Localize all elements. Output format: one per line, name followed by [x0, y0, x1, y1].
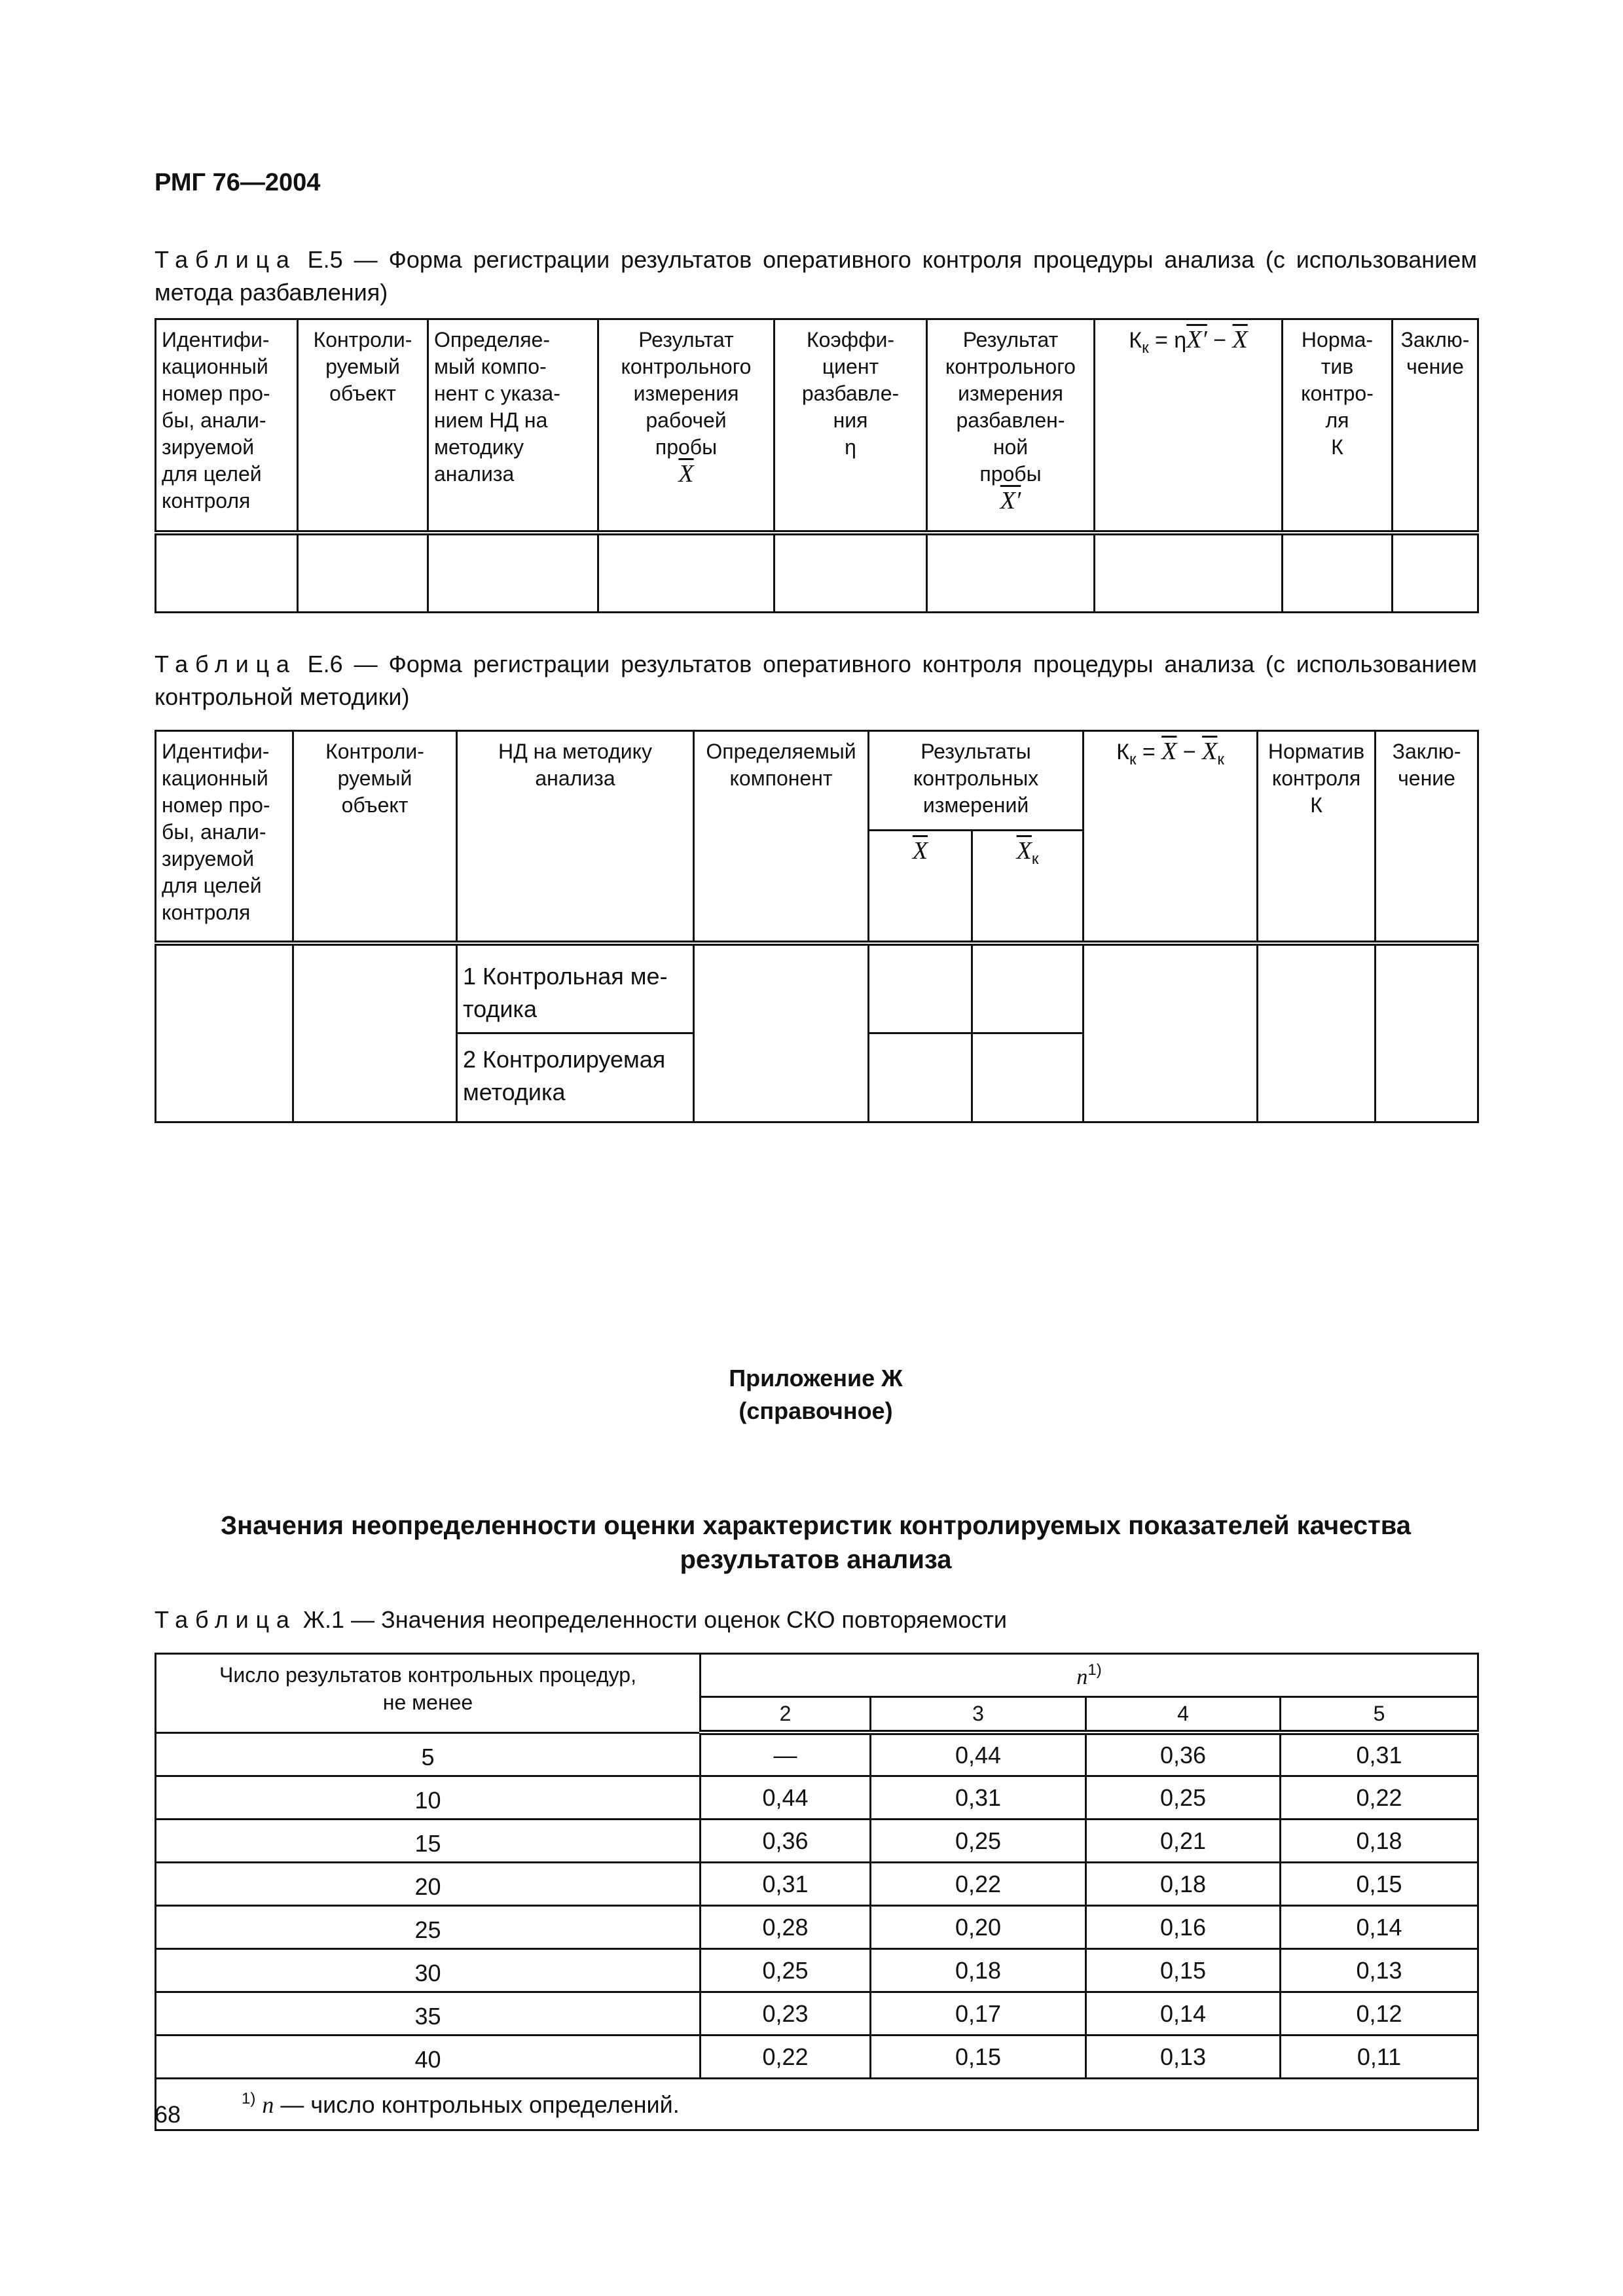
table-row	[156, 1992, 1478, 2035]
e6-x-symbol: $\overline{X}$	[912, 837, 928, 865]
zh1-cell-count: 10	[156, 1776, 701, 1819]
zh1-cell: 0,31	[701, 1862, 871, 1905]
e6-formula-eq: =	[1136, 740, 1162, 764]
table-row	[156, 1732, 1478, 1776]
e5-empty-cell	[1283, 533, 1393, 613]
e6-formula-x2-sub: к	[1217, 751, 1224, 768]
zh1-cell: 0,15	[1281, 1862, 1478, 1905]
zh1-cell: 0,22	[871, 1862, 1086, 1905]
zh1-cell: 0,44	[701, 1776, 871, 1819]
e6-empty-cell	[972, 1033, 1084, 1122]
e5-diluted-result-symbol: X′	[1000, 487, 1021, 514]
e6-row-controlled-method: 2 Контролируемая методика	[457, 1033, 694, 1122]
e5-header-work-result	[598, 319, 775, 533]
zh1-cell: 0,16	[1086, 1905, 1281, 1948]
zh1-cell: 0,13	[1281, 1948, 1478, 1992]
e5-formula-k-sub: к	[1142, 339, 1149, 357]
zh1-cell: 0,28	[701, 1905, 871, 1948]
zh1-cell: 0,36	[701, 1819, 871, 1862]
e5-formula-eq: = η	[1148, 328, 1187, 353]
zh1-cell: 0,36	[1086, 1732, 1281, 1776]
e6-formula-minus: −	[1176, 740, 1203, 764]
e6-empty-cell	[1376, 943, 1478, 1122]
caption-word: Таблица	[155, 1606, 297, 1633]
zh1-cell: 0,18	[1086, 1862, 1281, 1905]
e5-empty-cell	[156, 533, 298, 613]
table-row	[156, 2035, 1478, 2078]
zh1-n-sup: 1)	[1087, 1660, 1102, 1679]
e5-empty-cell	[428, 533, 598, 613]
e5-empty-cell	[1393, 533, 1478, 613]
appendix-title: Приложение Ж	[729, 1365, 903, 1391]
e5-formula-minus: −	[1207, 328, 1233, 353]
zh1-cell: 0,23	[701, 1992, 871, 2035]
e6-empty-cell	[694, 943, 869, 1122]
zh1-cell-count: 30	[156, 1948, 701, 1992]
e6-header-component: Определяемый компонент	[694, 731, 869, 943]
e6-empty-cell	[293, 943, 457, 1122]
zh1-cell: 0,12	[1281, 1992, 1478, 2035]
e5-header-object: Контроли- руемый объект	[298, 319, 428, 533]
zh1-cell: 0,14	[1086, 1992, 1281, 2035]
e6-formula-k-sub: к	[1129, 751, 1137, 768]
caption-text: Е.5 — Форма регистрации результатов оперативного контроля процедуры анализа (с использованием метода разбавления)	[155, 246, 1477, 306]
e6-header-object: Контроли- руемый объект	[293, 731, 457, 943]
e6-empty-cell	[1084, 943, 1258, 1122]
zh1-n-symbol: n	[1076, 1664, 1088, 1689]
caption-word: Таблица	[155, 246, 297, 273]
zh1-cell-count: 40	[156, 2035, 701, 2078]
page-number: 68	[155, 2101, 181, 2128]
zh1-cell: 0,13	[1086, 2035, 1281, 2078]
footnote-text: — число контрольных определений.	[274, 2090, 680, 2118]
e6-empty-cell	[869, 1033, 972, 1122]
zh1-cell: 0,17	[871, 1992, 1086, 2035]
e5-header-norm: Норма- тив контро- ля К	[1283, 319, 1393, 533]
e5-header-id: Идентифи- кационный номер про- бы, анали- зируемой для целей контроля	[156, 319, 298, 533]
zh1-cell-count: 20	[156, 1862, 701, 1905]
table-e5	[155, 318, 1479, 613]
table-row	[156, 1862, 1478, 1905]
e5-formula-x2: $\overline{X}$	[1232, 326, 1248, 353]
e6-header-formula	[1084, 731, 1258, 943]
e5-empty-cell	[1095, 533, 1283, 613]
table-row	[156, 1948, 1478, 1992]
e6-formula-x1: $\overline{X}$	[1161, 738, 1177, 765]
footnote-mark: 1)	[242, 2089, 256, 2108]
zh1-cell: 0,44	[871, 1732, 1086, 1776]
zh1-cell: 0,14	[1281, 1905, 1478, 1948]
zh1-cell: 0,22	[701, 2035, 871, 2078]
e5-header-dilution-coef: Коэффи- циент разбавле- ния η	[775, 319, 927, 533]
table-zh1	[155, 1653, 1479, 2131]
zh1-header-n	[701, 1654, 1478, 1697]
e6-header-results: Результаты контрольных измерений	[869, 731, 1084, 831]
zh1-cell: 0,11	[1281, 2035, 1478, 2078]
zh1-header-n-value: 5	[1281, 1697, 1478, 1733]
zh1-cell-count: 35	[156, 1992, 701, 2035]
e6-formula	[1116, 738, 1224, 768]
zh1-cell: 0,25	[1086, 1776, 1281, 1819]
zh1-cell: 0,31	[1281, 1732, 1478, 1776]
zh1-cell: —	[701, 1732, 871, 1776]
zh1-cell: 0,31	[871, 1776, 1086, 1819]
e5-work-result-label: Результат контрольного измерения рабочей пробы	[621, 328, 752, 459]
e6-empty-cell	[869, 943, 972, 1033]
document-code: РМГ 76—2004	[155, 169, 321, 196]
e5-empty-cell	[927, 533, 1095, 613]
e6-xk-symbol: $\overline{X}$	[1016, 837, 1032, 865]
zh1-cell-count: 15	[156, 1819, 701, 1862]
e5-header-diluted-result	[927, 319, 1095, 533]
e5-formula-x1: X′	[1186, 326, 1207, 353]
zh1-header-n-value: 3	[871, 1697, 1086, 1733]
zh1-cell: 0,18	[1281, 1819, 1478, 1862]
zh1-header-n-value: 4	[1086, 1697, 1281, 1733]
table-zh1-caption	[155, 1604, 1477, 1636]
zh1-header-count: Число результатов контрольных процедур, не менее	[156, 1654, 701, 1733]
e6-empty-cell	[972, 943, 1084, 1033]
table-row	[156, 1776, 1478, 1819]
e6-header-conclusion: Заклю- чение	[1376, 731, 1478, 943]
e6-row-control-method: 1 Контрольная ме- тодика	[457, 943, 694, 1033]
e6-header-id: Идентифи- кационный номер про- бы, анали- зируемой для целей контроля	[156, 731, 293, 943]
e5-header-formula	[1095, 319, 1283, 533]
e5-empty-cell	[775, 533, 927, 613]
e6-formula-x2: $\overline{X}$	[1202, 738, 1218, 765]
zh1-cell-count: 25	[156, 1905, 701, 1948]
e6-header-x	[869, 831, 972, 943]
table-row	[156, 533, 1478, 613]
zh1-cell: 0,25	[871, 1819, 1086, 1862]
caption-text: Е.6 — Форма регистрации результатов оперативного контроля процедуры анализа (с использованием контрольной методики)	[155, 651, 1477, 710]
caption-text: Ж.1 — Значения неопределенности оценок СКО повторяемости	[302, 1606, 1008, 1633]
zh1-cell-count: 5	[156, 1732, 701, 1776]
zh1-header-n-value: 2	[701, 1697, 871, 1733]
zh1-cell: 0,15	[871, 2035, 1086, 2078]
e5-header-conclusion: Заклю- чение	[1393, 319, 1478, 533]
e5-empty-cell	[598, 533, 775, 613]
e5-empty-cell	[298, 533, 428, 613]
e6-empty-cell	[156, 943, 293, 1122]
zh1-cell: 0,15	[1086, 1948, 1281, 1992]
caption-word: Таблица	[155, 651, 297, 677]
zh1-cell: 0,25	[701, 1948, 871, 1992]
table-row	[156, 1905, 1478, 1948]
zh1-cell: 0,20	[871, 1905, 1086, 1948]
e6-header-xk	[972, 831, 1084, 943]
e6-header-norm: Норматив контроля К	[1258, 731, 1376, 943]
zh1-cell: 0,18	[871, 1948, 1086, 1992]
table-e6	[155, 730, 1479, 1123]
table-e6-caption	[155, 648, 1477, 713]
e6-formula-k: К	[1116, 740, 1129, 764]
table-e5-caption	[155, 243, 1477, 309]
appendix-subtitle: (справочное)	[739, 1397, 893, 1424]
e6-header-method-doc: НД на методику анализа	[457, 731, 694, 943]
table-row	[156, 1819, 1478, 1862]
e5-formula	[1129, 326, 1248, 357]
e5-diluted-result-label: Результат контрольного измерения разбавлен- ной пробы	[945, 328, 1076, 486]
footnote-n: n	[262, 2091, 274, 2118]
e5-work-result-symbol: $\overline{X}$	[678, 460, 694, 488]
zh1-footnote	[156, 2078, 1478, 2130]
zh1-cell: 0,22	[1281, 1776, 1478, 1819]
appendix-heading: Значения неопределенности оценки характеристик контролируемых показателей качества результатов анализа	[220, 1511, 1412, 1574]
table-row	[156, 943, 1478, 1033]
e6-empty-cell	[1258, 943, 1376, 1122]
e5-header-component: Определяе- мый компо- нент с указа- нием НД на методику анализа	[428, 319, 598, 533]
e6-xk-sub: к	[1031, 850, 1039, 868]
e5-formula-k: К	[1129, 328, 1142, 353]
zh1-cell: 0,21	[1086, 1819, 1281, 1862]
